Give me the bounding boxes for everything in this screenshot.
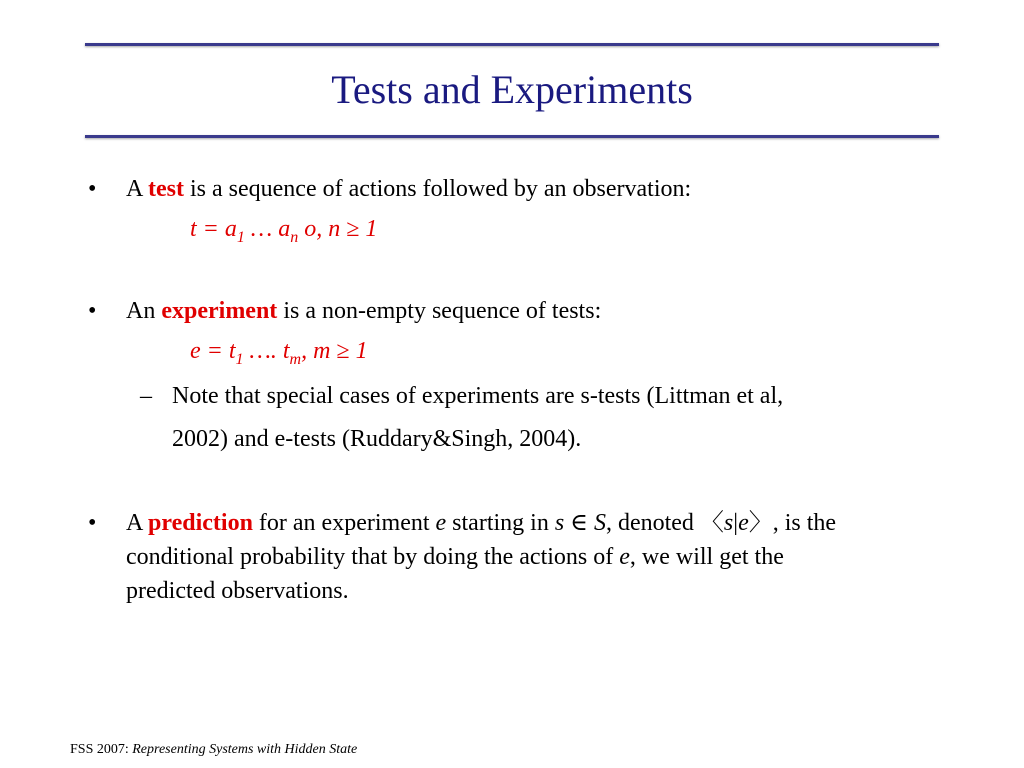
test-formula-c: o, n ≥ 1 bbox=[298, 216, 378, 242]
var-e: e bbox=[435, 510, 447, 536]
bullet-test-post: is a sequence of actions followed by an observation: bbox=[184, 176, 692, 202]
footer-prefix: FSS 2007: bbox=[70, 742, 133, 757]
term-experiment: experiment bbox=[161, 298, 278, 324]
sub-bullet-line-2: 2002) and e-tests (Ruddary&Singh, 2004). bbox=[172, 426, 582, 452]
test-formula-a: t = a bbox=[190, 216, 237, 242]
bullet-prediction-line-3: predicted observations. bbox=[126, 578, 349, 604]
test-formula-b: … a bbox=[244, 216, 291, 242]
prediction-line2-var: e bbox=[619, 544, 630, 570]
bullet-test-text bbox=[126, 177, 691, 201]
footer bbox=[70, 742, 357, 758]
angle-open: 〈 bbox=[699, 510, 724, 536]
prediction-mid3: , denoted bbox=[605, 510, 700, 536]
sub-bullet-line-1: Note that special cases of experiments are s-tests (Littman et al, bbox=[172, 383, 784, 409]
test-formula-sub1: 1 bbox=[236, 228, 245, 246]
prediction-mid2: starting in bbox=[446, 510, 555, 536]
bottom-divider bbox=[85, 135, 939, 138]
bullet-prediction-line-1 bbox=[126, 511, 836, 535]
slide-title: Tests and Experiments bbox=[331, 67, 693, 112]
experiment-formula-sub1: 1 bbox=[235, 350, 244, 368]
bullet-marker: • bbox=[88, 298, 97, 324]
prediction-mid1: for an experiment bbox=[252, 510, 436, 536]
sub-bullet-marker: – bbox=[140, 383, 152, 409]
bullet-prediction-pre: A bbox=[126, 510, 149, 536]
bullet-experiment-pre: An bbox=[126, 298, 162, 324]
bullet-prediction-line-2 bbox=[126, 545, 784, 569]
var-s: s bbox=[554, 510, 565, 536]
term-test: test bbox=[148, 176, 184, 202]
experiment-formula-a: e = t bbox=[190, 338, 236, 364]
experiment-formula-sub2: m bbox=[289, 350, 302, 368]
bullet-experiment-post: is a non-empty sequence of tests: bbox=[277, 298, 602, 324]
var-s2: s bbox=[723, 510, 734, 536]
test-formula bbox=[190, 217, 377, 246]
experiment-formula-c: , m ≥ 1 bbox=[301, 338, 368, 364]
element-of-symbol: ∈ bbox=[564, 510, 594, 536]
prediction-line2-pre: conditional probability that by doing the actions of bbox=[126, 544, 620, 570]
prediction-mid4: , is the bbox=[772, 510, 837, 536]
bullet-marker: • bbox=[88, 510, 97, 536]
angle-close: 〉 bbox=[748, 510, 773, 536]
top-divider bbox=[85, 43, 939, 46]
bullet-marker: • bbox=[88, 176, 97, 202]
var-e2: e bbox=[738, 510, 749, 536]
experiment-formula-b: …. t bbox=[243, 338, 290, 364]
bullet-experiment-text bbox=[126, 299, 601, 323]
var-S: S bbox=[593, 510, 606, 536]
footer-title: Representing Systems with Hidden State bbox=[132, 742, 358, 757]
bar-symbol: | bbox=[733, 510, 739, 536]
prediction-line2-post: , we will get the bbox=[629, 544, 784, 570]
bullet-test-pre: A bbox=[126, 176, 149, 202]
test-formula-sub2: n bbox=[290, 228, 299, 246]
term-prediction: prediction bbox=[148, 510, 253, 536]
experiment-formula bbox=[190, 339, 368, 368]
